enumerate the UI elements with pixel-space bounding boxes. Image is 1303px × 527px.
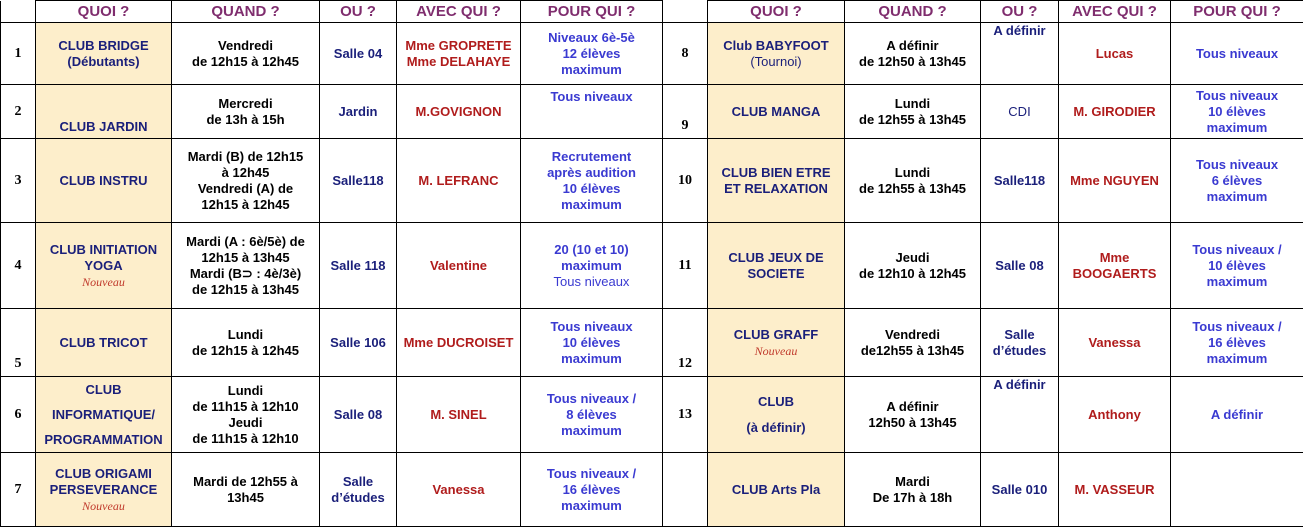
row-number: 8: [663, 23, 708, 85]
when-line: de 12h15 à 12h45: [174, 54, 317, 70]
with-line: M. VASSEUR: [1061, 482, 1168, 498]
for-line: 16 élèves: [523, 482, 660, 498]
table-row: [1, 453, 1303, 527]
for-line: maximum: [523, 62, 660, 78]
club-name: [708, 309, 845, 377]
for-line: maximum: [523, 351, 660, 367]
name-line: Club BABYFOOT: [710, 38, 842, 54]
club-name: [36, 453, 172, 527]
when-line: de 13h à 15h: [174, 112, 317, 128]
name-line: PERSEVERANCE: [38, 482, 169, 498]
for-line: maximum: [523, 423, 660, 439]
with-line: Mme: [1061, 250, 1168, 266]
with-line: M. GIRODIER: [1061, 104, 1168, 120]
when-line: Lundi: [174, 327, 317, 343]
table-row: [1, 85, 1303, 139]
for-line: maximum: [1173, 351, 1301, 367]
table-row: [1, 377, 1303, 453]
location: [320, 377, 397, 453]
location: [981, 85, 1059, 139]
with-line: M.GOVIGNON: [399, 104, 518, 120]
row-number: 12: [663, 309, 708, 377]
row-number: 9: [663, 85, 708, 139]
name-line: CLUB BRIDGE: [38, 38, 169, 54]
schedule: [845, 377, 981, 453]
for-line: Tous niveaux /: [523, 391, 660, 407]
location-line: Salle: [983, 327, 1056, 343]
for-line: Tous niveaux: [1173, 157, 1301, 173]
location: [981, 453, 1059, 527]
when-line: de 11h15 à 12h10: [174, 431, 317, 447]
for-line: après audition: [523, 165, 660, 181]
teacher: [397, 377, 521, 453]
header-ou: OU ?: [320, 1, 397, 23]
audience: [521, 377, 663, 453]
teacher: [397, 139, 521, 223]
location: [320, 223, 397, 309]
schedule: [172, 23, 320, 85]
header-avec-qui-right: AVEC QUI ?: [1059, 1, 1171, 23]
schedule: [172, 85, 320, 139]
for-line: 10 élèves: [523, 335, 660, 351]
club-name: [708, 223, 845, 309]
schedule: [845, 85, 981, 139]
header-blank-right: [663, 1, 708, 23]
club-name: [36, 139, 172, 223]
name-line: CLUB Arts Pla: [710, 482, 842, 498]
row-number: [663, 453, 708, 527]
schedule: [172, 139, 320, 223]
teacher: [397, 23, 521, 85]
schedule: [172, 377, 320, 453]
when-line: Vendredi (A) de: [174, 181, 317, 197]
when-line: de 12h50 à 13h45: [847, 54, 978, 70]
header-ou-right: OU ?: [981, 1, 1059, 23]
with-line: Lucas: [1061, 46, 1168, 62]
when-line: 12h15 à 12h45: [174, 197, 317, 213]
club-name: [708, 23, 845, 85]
location-line: Salle118: [322, 173, 394, 189]
name-line: INFORMATIQUE/: [38, 402, 169, 427]
header-quand: QUAND ?: [172, 1, 320, 23]
name-line: CLUB: [38, 377, 169, 402]
when-line: Mardi (B⊃ : 4è/3è): [174, 266, 317, 282]
row-number: 5: [1, 309, 36, 377]
when-line: Vendredi: [847, 327, 978, 343]
when-line: 13h45: [174, 490, 317, 506]
header-quoi-right: QUOI ?: [708, 1, 845, 23]
for-line: Tous niveaux: [1173, 88, 1301, 104]
row-number: 3: [1, 139, 36, 223]
location-line: Jardin: [322, 104, 394, 120]
schedule: [845, 139, 981, 223]
name-line: CLUB GRAFF: [710, 327, 842, 343]
name-line: CLUB INSTRU: [38, 173, 169, 189]
for-line: Niveaux 6è-5è: [523, 30, 660, 46]
audience: [521, 223, 663, 309]
when-line: de 12h15 à 13h45: [174, 282, 317, 298]
location: [320, 309, 397, 377]
schedule: [172, 223, 320, 309]
when-line: Lundi: [174, 383, 317, 399]
name-line: YOGA: [38, 258, 169, 274]
schedule: [845, 23, 981, 85]
club-name: [36, 223, 172, 309]
with-line: Mme NGUYEN: [1061, 173, 1168, 189]
when-line: Lundi: [847, 96, 978, 112]
location: [320, 23, 397, 85]
new-badge: Nouveau: [710, 343, 842, 359]
for-line: 20 (10 et 10): [523, 242, 660, 258]
schedule: [845, 453, 981, 527]
location-line: Salle 106: [322, 335, 394, 351]
new-badge: Nouveau: [38, 498, 169, 514]
audience: [521, 453, 663, 527]
header-quand-right: QUAND ?: [845, 1, 981, 23]
for-line: maximum: [523, 258, 660, 274]
header-pour-qui: POUR QUI ?: [521, 1, 663, 23]
table-row: [1, 23, 1303, 85]
with-line: Mme DUCROISET: [399, 335, 518, 351]
for-line: 16 élèves: [1173, 335, 1301, 351]
club-name: [36, 377, 172, 453]
club-subtitle: (Tournoi): [710, 54, 842, 70]
for-line: A définir: [1173, 407, 1301, 423]
table-row: [1, 139, 1303, 223]
audience: [521, 139, 663, 223]
location-line: A définir: [983, 23, 1056, 39]
when-line: de12h55 à 13h45: [847, 343, 978, 359]
audience: [521, 309, 663, 377]
with-line: M. LEFRANC: [399, 173, 518, 189]
for-line: maximum: [1173, 189, 1301, 205]
schedule: [172, 453, 320, 527]
row-number: 6: [1, 377, 36, 453]
location-line: Salle 08: [983, 258, 1056, 274]
when-line: de 12h15 à 12h45: [174, 343, 317, 359]
for-line: Tous niveaux: [523, 89, 660, 105]
teacher: [1059, 377, 1171, 453]
teacher: [1059, 453, 1171, 527]
location-line: Salle: [322, 474, 394, 490]
for-line: Tous niveaux /: [1173, 319, 1301, 335]
teacher: [397, 309, 521, 377]
for-line: 10 élèves: [523, 181, 660, 197]
location: [981, 377, 1059, 453]
when-line: Mardi de 12h55 à: [174, 474, 317, 490]
header-blank-left: [1, 1, 36, 23]
teacher: [397, 85, 521, 139]
location-line: Salle 04: [322, 46, 394, 62]
table-row: [1, 223, 1303, 309]
when-line: Mardi (B) de 12h15: [174, 149, 317, 165]
schedule: [172, 309, 320, 377]
with-line: M. SINEL: [399, 407, 518, 423]
audience: [1171, 223, 1303, 309]
for-line: Tous niveaux /: [1173, 242, 1301, 258]
row-number: 11: [663, 223, 708, 309]
when-line: de 12h55 à 13h45: [847, 181, 978, 197]
when-line: de 11h15 à 12h10: [174, 399, 317, 415]
when-line: Vendredi: [174, 38, 317, 54]
teacher: [397, 223, 521, 309]
teacher: [1059, 139, 1171, 223]
for-line: 10 élèves: [1173, 258, 1301, 274]
with-line: BOOGAERTS: [1061, 266, 1168, 282]
name-line: CLUB MANGA: [710, 104, 842, 120]
audience: [1171, 453, 1303, 527]
teacher: [1059, 23, 1171, 85]
header-avec-qui: AVEC QUI ?: [397, 1, 521, 23]
when-line: Mardi (A : 6è/5è) de: [174, 234, 317, 250]
with-line: Vanessa: [399, 482, 518, 498]
when-line: 12h15 à 13h45: [174, 250, 317, 266]
when-line: à 12h45: [174, 165, 317, 181]
with-line: Valentine: [399, 258, 518, 274]
name-line: CLUB BIEN ETRE: [710, 165, 842, 181]
name-line: ET RELAXATION: [710, 181, 842, 197]
location: [320, 85, 397, 139]
for-line: 12 élèves: [523, 46, 660, 62]
location-line: d’études: [322, 490, 394, 506]
location: [981, 23, 1059, 85]
name-line: CLUB: [710, 389, 842, 415]
row-number: 1: [1, 23, 36, 85]
row-number: 2: [1, 85, 36, 139]
name-line: PROGRAMMATION: [38, 427, 169, 452]
with-line: Anthony: [1061, 407, 1168, 423]
name-line: CLUB JARDIN: [38, 119, 169, 135]
new-badge: Nouveau: [38, 274, 169, 290]
audience: [521, 23, 663, 85]
row-number: 7: [1, 453, 36, 527]
schedule: [845, 223, 981, 309]
schedule: [845, 309, 981, 377]
for-line: Tous niveaux: [1173, 46, 1301, 62]
for-line: maximum: [1173, 274, 1301, 290]
club-name: [36, 23, 172, 85]
when-line: Mercredi: [174, 96, 317, 112]
header-row: [1, 1, 1303, 23]
with-line: Mme GROPRETE: [399, 38, 518, 54]
teacher: [1059, 85, 1171, 139]
location: [320, 453, 397, 527]
with-line: Mme DELAHAYE: [399, 54, 518, 70]
when-line: Mardi: [847, 474, 978, 490]
when-line: Jeudi: [174, 415, 317, 431]
name-line: CLUB TRICOT: [38, 335, 169, 351]
for-line: maximum: [523, 498, 660, 514]
name-line: CLUB INITIATION: [38, 242, 169, 258]
teacher: [1059, 309, 1171, 377]
club-name: [36, 85, 172, 139]
location-line: Salle118: [983, 173, 1056, 189]
for-line: 8 élèves: [523, 407, 660, 423]
name-line: (à définir): [710, 415, 842, 441]
location: [320, 139, 397, 223]
name-line: CLUB ORIGAMI: [38, 466, 169, 482]
audience: [1171, 309, 1303, 377]
club-name: [708, 139, 845, 223]
location-line: CDI: [983, 104, 1056, 120]
header-pour-qui-right: POUR QUI ?: [1171, 1, 1303, 23]
table-row: [1, 309, 1303, 377]
location-line: d’études: [983, 343, 1056, 359]
name-line: SOCIETE: [710, 266, 842, 282]
for-line: Tous niveaux: [523, 319, 660, 335]
location-line: Salle 08: [322, 407, 394, 423]
when-line: de 12h55 à 13h45: [847, 112, 978, 128]
for-line: Tous niveaux /: [523, 466, 660, 482]
for-line: Recrutement: [523, 149, 660, 165]
when-line: De 17h à 18h: [847, 490, 978, 506]
audience: [1171, 85, 1303, 139]
for-line: 10 élèves: [1173, 104, 1301, 120]
when-line: 12h50 à 13h45: [847, 415, 978, 431]
when-line: de 12h10 à 12h45: [847, 266, 978, 282]
when-line: A définir: [847, 38, 978, 54]
club-name: [708, 377, 845, 453]
for-line: maximum: [523, 197, 660, 213]
row-number: 10: [663, 139, 708, 223]
location: [981, 139, 1059, 223]
audience-extra: Tous niveaux: [523, 274, 660, 290]
when-line: Jeudi: [847, 250, 978, 266]
header-quoi: QUOI ?: [36, 1, 172, 23]
club-name: [36, 309, 172, 377]
audience: [1171, 377, 1303, 453]
location-line: Salle 010: [983, 482, 1056, 498]
location-line: A définir: [983, 377, 1056, 393]
name-line: (Débutants): [38, 54, 169, 70]
teacher: [397, 453, 521, 527]
club-name: [708, 453, 845, 527]
row-number: 4: [1, 223, 36, 309]
audience: [1171, 23, 1303, 85]
teacher: [1059, 223, 1171, 309]
club-name: [708, 85, 845, 139]
for-line: maximum: [1173, 120, 1301, 136]
audience: [521, 85, 663, 139]
row-number: 13: [663, 377, 708, 453]
when-line: A définir: [847, 399, 978, 415]
location: [981, 309, 1059, 377]
name-line: CLUB JEUX DE: [710, 250, 842, 266]
location-line: Salle 118: [322, 258, 394, 274]
when-line: Lundi: [847, 165, 978, 181]
for-line: 6 élèves: [1173, 173, 1301, 189]
with-line: Vanessa: [1061, 335, 1168, 351]
location: [981, 223, 1059, 309]
audience: [1171, 139, 1303, 223]
